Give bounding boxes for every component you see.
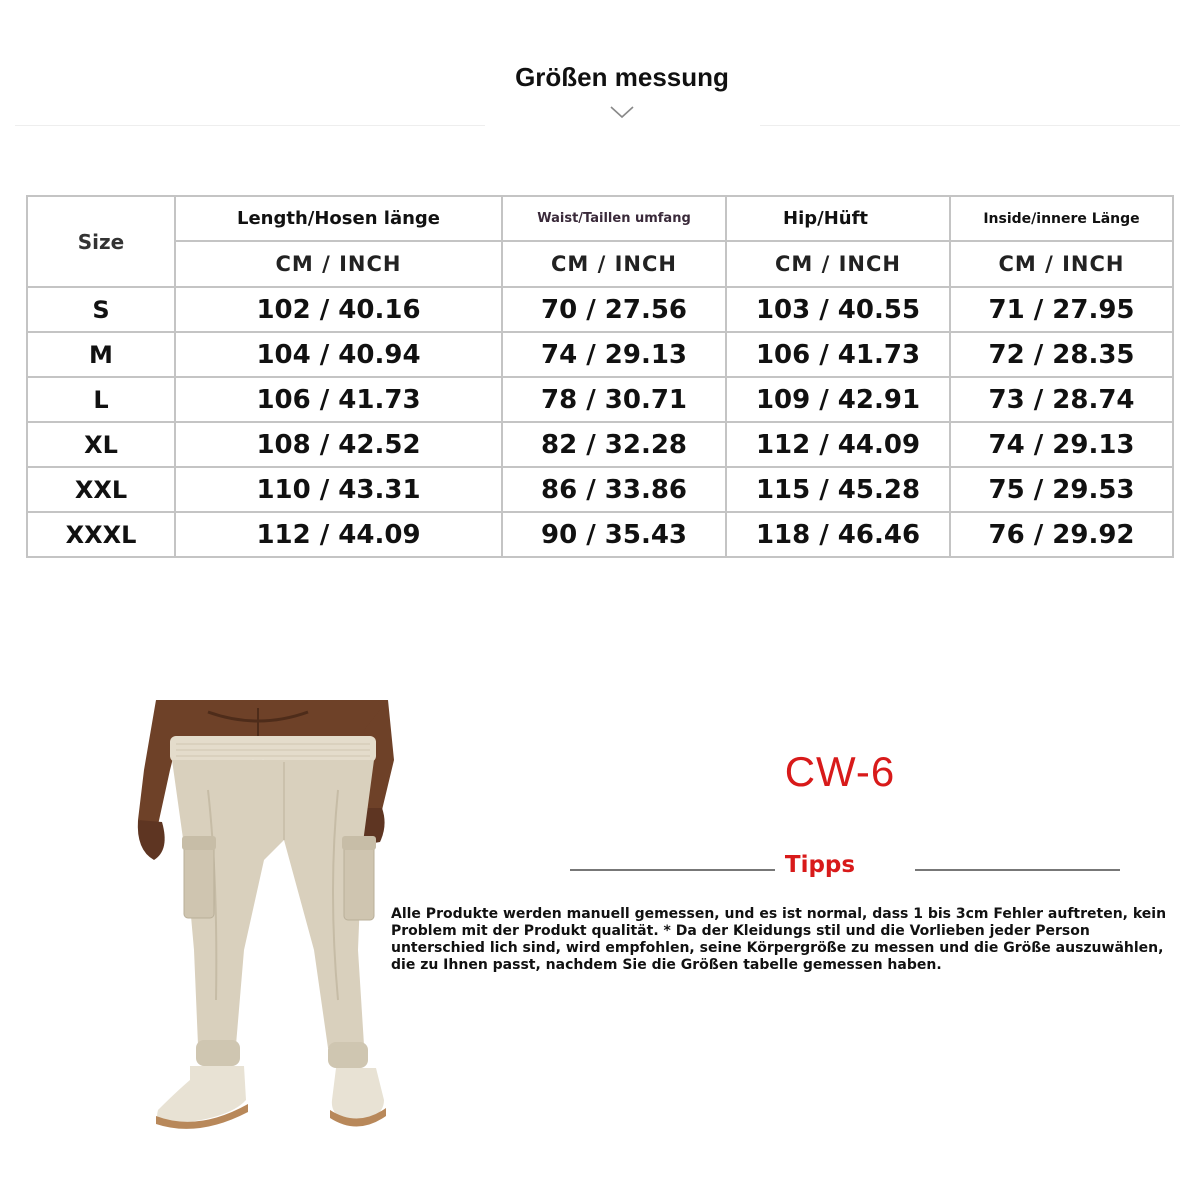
waist-value: 86 / 33.86 (502, 467, 726, 512)
hip-column-header: Hip/Hüft (726, 196, 950, 241)
waist-value: 90 / 35.43 (502, 512, 726, 557)
tips-divider-right (915, 869, 1120, 871)
size-column-header: Size (27, 196, 175, 287)
inside-length-column-header: Inside/innere Länge (950, 196, 1173, 241)
table-row (27, 467, 1173, 512)
size-label: XL (27, 422, 175, 467)
table-row (27, 512, 1173, 557)
length-column-header: Length/Hosen länge (175, 196, 502, 241)
inside-length-value: 71 / 27.95 (950, 287, 1173, 332)
size-label: M (27, 332, 175, 377)
unit-label: CM / INCH (175, 241, 502, 287)
decorative-rule (15, 125, 485, 126)
table-row (27, 287, 1173, 332)
hip-value: 109 / 42.91 (726, 377, 950, 422)
length-value: 108 / 42.52 (175, 422, 502, 467)
product-code: CW-6 (784, 748, 896, 795)
waist-value: 82 / 32.28 (502, 422, 726, 467)
page-title: Größen messung (515, 62, 729, 92)
length-value: 104 / 40.94 (175, 332, 502, 377)
table-unit-row (27, 241, 1173, 287)
waist-value: 70 / 27.56 (502, 287, 726, 332)
inside-length-value: 75 / 29.53 (950, 467, 1173, 512)
length-value: 106 / 41.73 (175, 377, 502, 422)
inside-length-value: 74 / 29.13 (950, 422, 1173, 467)
hip-value: 103 / 40.55 (726, 287, 950, 332)
length-value: 112 / 44.09 (175, 512, 502, 557)
size-label: L (27, 377, 175, 422)
size-label: XXXL (27, 512, 175, 557)
table-row (27, 332, 1173, 377)
hip-value: 112 / 44.09 (726, 422, 950, 467)
inside-length-value: 76 / 29.92 (950, 512, 1173, 557)
tips-heading: Tipps (784, 852, 856, 878)
inside-length-value: 73 / 28.74 (950, 377, 1173, 422)
unit-label: CM / INCH (950, 241, 1173, 287)
size-label: XXL (27, 467, 175, 512)
table-row (27, 377, 1173, 422)
tips-divider-left (570, 869, 775, 871)
table-header-row (27, 196, 1173, 241)
size-table (26, 195, 1174, 558)
size-label: S (27, 287, 175, 332)
hip-value: 115 / 45.28 (726, 467, 950, 512)
inside-length-value: 72 / 28.35 (950, 332, 1173, 377)
chevron-down-icon (609, 104, 635, 120)
table-row (27, 422, 1173, 467)
waist-value: 74 / 29.13 (502, 332, 726, 377)
hip-value: 118 / 46.46 (726, 512, 950, 557)
length-value: 102 / 40.16 (175, 287, 502, 332)
waist-column-header: Waist/Taillen umfang (502, 196, 726, 241)
length-value: 110 / 43.31 (175, 467, 502, 512)
hip-value: 106 / 41.73 (726, 332, 950, 377)
waist-value: 78 / 30.71 (502, 377, 726, 422)
decorative-rule (760, 125, 1180, 126)
unit-label: CM / INCH (726, 241, 950, 287)
unit-label: CM / INCH (502, 241, 726, 287)
tips-text: Alle Produkte werden manuell gemessen, und es ist normal, dass 1 bis 3cm Fehler auftreten, kein Problem mit der Produkt qualität. * Da der Kleidungs stil und die Vorlieben jeder Person unterschied lich sind, wird empfohlen, seine Körpergröße zu messen und die Größe auszuwählen, die zu Ihnen passt, nachdem Sie die Größen tabelle gemessen haben. (391, 906, 1167, 973)
